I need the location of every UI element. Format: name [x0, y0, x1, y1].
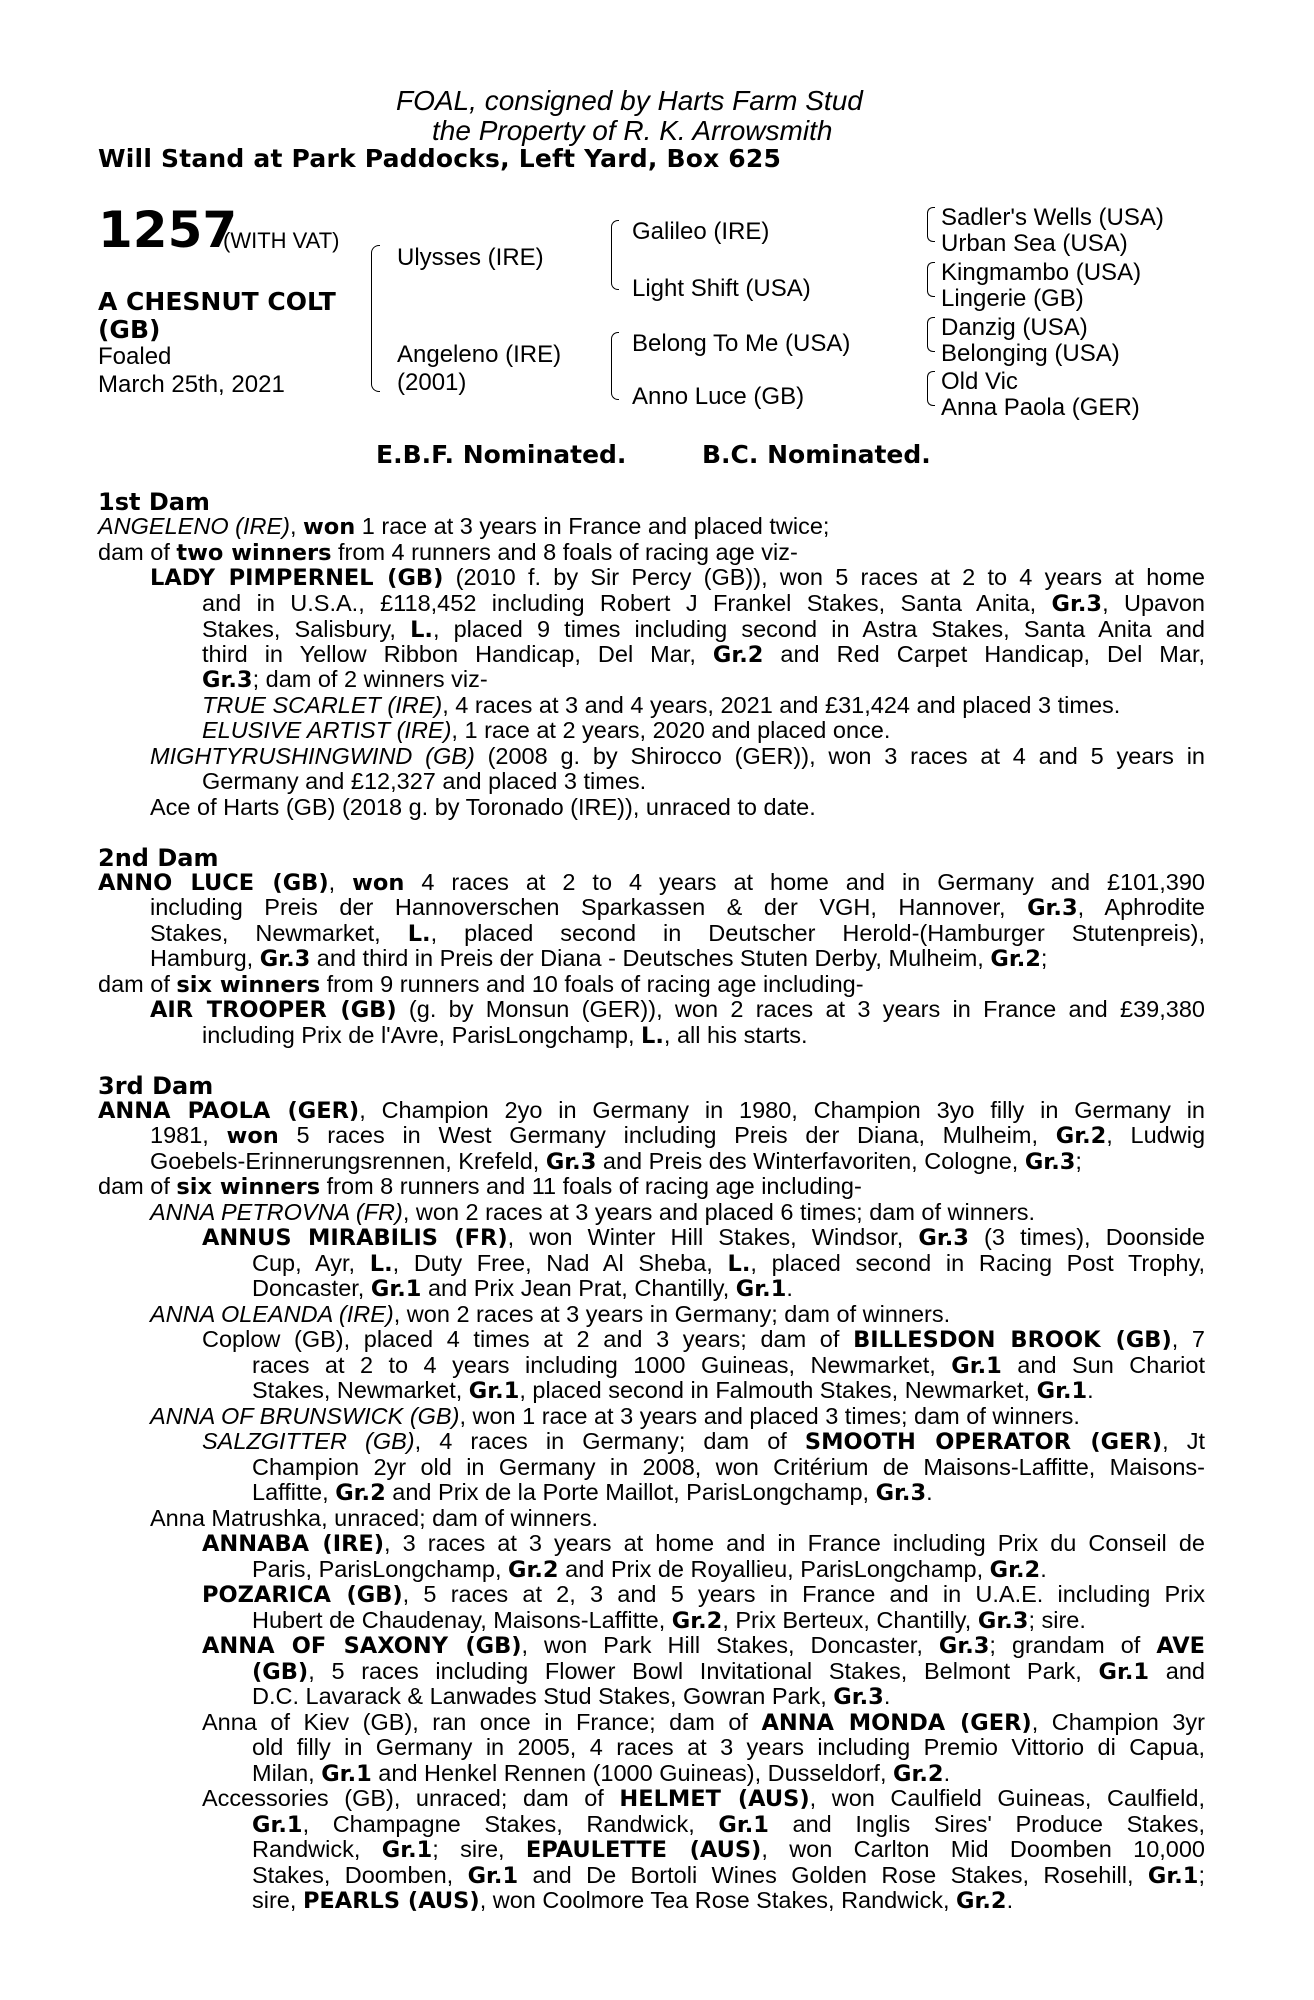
- text-line: Gr.3; dam of 2 winners viz-: [202, 666, 488, 693]
- text-line: Coplow (GB), placed 4 times at 2 and 3 years; dam of BILLESDON BROOK (GB), 7: [202, 1326, 1205, 1353]
- text-line: SALZGITTER (GB), 4 races in Germany; dam of SMOOTH OPERATOR (GER), Jt: [202, 1428, 1205, 1455]
- stand-location: Will Stand at Park Paddocks, Left Yard, Box 625: [98, 144, 782, 173]
- foaled-date: March 25th, 2021: [98, 371, 285, 398]
- owner-line: the Property of R. K. Arrowsmith: [432, 115, 833, 146]
- text-line: and in U.S.A., £118,452 including Robert J Frankel Stakes, Santa Anita, Gr.3, Upavon: [202, 590, 1205, 617]
- text-line: Stakes, Newmarket, Gr.1, placed second in Falmouth Stakes, Newmarket, Gr.1.: [252, 1377, 1094, 1404]
- text-line: races at 2 to 4 years including 1000 Guineas, Newmarket, Gr.1 and Sun Chariot: [252, 1352, 1205, 1379]
- lot-number: 1257: [98, 201, 238, 259]
- text-line: D.C. Lavarack & Lanwades Stud Stakes, Gowran Park, Gr.3.: [252, 1683, 891, 1710]
- foaled-label: Foaled: [98, 343, 172, 370]
- text-line: Hubert de Chaudenay, Maisons-Laffitte, Gr.2, Prix Berteux, Chantilly, Gr.3; sire.: [252, 1607, 1086, 1634]
- text-line: Anna of Kiev (GB), ran once in France; dam of ANNA MONDA (GER), Champion 3yr: [202, 1709, 1205, 1736]
- brace-g2: [927, 262, 935, 297]
- text-line: ANNO LUCE (GB), won 4 races at 2 to 4 years at home and in Germany and £101,390: [98, 869, 1205, 896]
- text-line: Accessories (GB), unraced; dam of HELMET (AUS), won Caulfield Guineas, Caulfield,: [202, 1785, 1205, 1812]
- text-line: ANNA PETROVNA (FR), won 2 races at 3 years and placed 6 times; dam of winners.: [150, 1199, 1036, 1225]
- pedigree-dam: Angeleno (IRE): [397, 341, 562, 368]
- text-line: 1981, won 5 races in West Germany including Preis der Diana, Mulheim, Gr.2, Ludwig: [150, 1122, 1206, 1149]
- description-line-2: (GB): [98, 315, 161, 344]
- text-line: Ace of Harts (GB) (2018 g. by Toronado (IRE)), unraced to date.: [150, 794, 816, 820]
- brace-sire: [611, 220, 619, 290]
- text-line: TRUE SCARLET (IRE), 4 races at 3 and 4 years, 2021 and £31,424 and placed 3 times.: [202, 692, 1121, 718]
- pedigree-sire: Ulysses (IRE): [397, 244, 544, 271]
- text-line: dam of six winners from 8 runners and 11 foals of racing age including-: [98, 1173, 862, 1200]
- pedigree-g5: Danzig (USA): [941, 314, 1088, 341]
- text-line: Stakes, Salisbury, L., placed 9 times including second in Astra Stakes, Santa Anita and: [202, 616, 1205, 643]
- text-line: Laffitte, Gr.2 and Prix de la Porte Maillot, ParisLongchamp, Gr.3.: [252, 1479, 933, 1506]
- vat-label: (WITH VAT): [223, 228, 340, 253]
- text-line: including Prix de l'Avre, ParisLongchamp, L., all his starts.: [202, 1022, 808, 1049]
- pedigree-dam-sire: Belong To Me (USA): [632, 330, 851, 357]
- text-line: Germany and £12,327 and placed 3 times.: [202, 768, 647, 794]
- text-line: Doncaster, Gr.1 and Prix Jean Prat, Chantilly, Gr.1.: [252, 1275, 793, 1302]
- text-line: including Preis der Hannoverschen Sparkassen & der VGH, Hannover, Gr.3, Aphrodite: [150, 894, 1205, 921]
- text-line: POZARICA (GB), 5 races at 2, 3 and 5 years in France and in U.A.E. including Prix: [202, 1581, 1205, 1608]
- text-line: ANNA OLEANDA (IRE), won 2 races at 3 years in Germany; dam of winners.: [150, 1301, 951, 1327]
- bc-nominated: B.C. Nominated.: [702, 440, 931, 469]
- text-line: ELUSIVE ARTIST (IRE), 1 race at 2 years, 2020 and placed once.: [202, 717, 891, 743]
- brace-g1: [927, 207, 935, 242]
- ebf-nominated: E.B.F. Nominated.: [376, 440, 627, 469]
- pedigree-g8: Anna Paola (GER): [941, 394, 1140, 421]
- text-line: Hamburg, Gr.3 and third in Preis der Diana - Deutsches Stuten Derby, Mulheim, Gr.2;: [150, 945, 1048, 972]
- second-dam-heading: 2nd Dam: [98, 844, 219, 872]
- text-line: ANNUS MIRABILIS (FR), won Winter Hill Stakes, Windsor, Gr.3 (3 times), Doonside: [202, 1224, 1205, 1251]
- text-line: ANNA OF SAXONY (GB), won Park Hill Stakes, Doncaster, Gr.3; grandam of AVE: [202, 1632, 1205, 1659]
- pedigree-g4: Lingerie (GB): [941, 285, 1084, 312]
- third-dam-heading: 3rd Dam: [98, 1072, 214, 1100]
- text-line: (GB), 5 races including Flower Bowl Invitational Stakes, Belmont Park, Gr.1 and: [252, 1658, 1205, 1685]
- text-line: LADY PIMPERNEL (GB) (2010 f. by Sir Percy (GB)), won 5 races at 2 to 4 years at home: [150, 564, 1205, 591]
- text-line: third in Yellow Ribbon Handicap, Del Mar, Gr.2 and Red Carpet Handicap, Del Mar,: [202, 641, 1206, 668]
- text-line: Paris, ParisLongchamp, Gr.2 and Prix de Royallieu, ParisLongchamp, Gr.2.: [252, 1556, 1047, 1583]
- text-line: ANNA OF BRUNSWICK (GB), won 1 race at 3 years and placed 3 times; dam of winners.: [150, 1403, 1080, 1429]
- pedigree-g6: Belonging (USA): [941, 340, 1120, 367]
- first-dam-heading: 1st Dam: [98, 488, 210, 516]
- text-line: ANGELENO (IRE), won 1 race at 3 years in France and placed twice;: [98, 513, 830, 540]
- brace-gen1: [371, 245, 380, 392]
- pedigree-dam-year: (2001): [397, 369, 467, 396]
- text-line: MIGHTYRUSHINGWIND (GB) (2008 g. by Shirocco (GER)), won 3 races at 4 and 5 years in: [150, 743, 1205, 769]
- pedigree-sire-dam: Light Shift (USA): [632, 275, 811, 302]
- text-line: dam of two winners from 4 runners and 8 foals of racing age viz-: [98, 539, 798, 566]
- description-line-1: A CHESNUT COLT: [98, 287, 336, 316]
- lot-description: [98, 288, 336, 344]
- pedigree-g2: Urban Sea (USA): [941, 230, 1128, 257]
- foaled-info: [98, 343, 285, 399]
- text-line: Milan, Gr.1 and Henkel Rennen (1000 Guineas), Dusseldorf, Gr.2.: [252, 1760, 951, 1787]
- pedigree-g1: Sadler's Wells (USA): [941, 204, 1164, 231]
- text-line: ANNABA (IRE), 3 races at 3 years at home and in France including Prix du Conseil de: [202, 1530, 1205, 1557]
- text-line: AIR TROOPER (GB) (g. by Monsun (GER)), won 2 races at 3 years in France and £39,380: [150, 996, 1205, 1023]
- brace-g3: [927, 317, 935, 352]
- brace-dam: [611, 332, 619, 400]
- text-line: old filly in Germany in 2005, 4 races at 3 years including Premio Vittorio di Capua,: [252, 1734, 1205, 1760]
- text-line: Randwick, Gr.1; sire, EPAULETTE (AUS), won Carlton Mid Doomben 10,000: [252, 1836, 1205, 1863]
- text-line: Goebels-Erinnerungsrennen, Krefeld, Gr.3 and Preis des Winterfavoriten, Cologne, Gr.3;: [150, 1148, 1082, 1175]
- text-line: Champion 2yr old in Germany in 2008, won Critérium de Maisons-Laffitte, Maisons-: [252, 1454, 1205, 1480]
- text-line: Gr.1, Champagne Stakes, Randwick, Gr.1 and Inglis Sires' Produce Stakes,: [252, 1811, 1205, 1838]
- text-line: sire, PEARLS (AUS), won Coolmore Tea Rose Stakes, Randwick, Gr.2.: [252, 1887, 1014, 1914]
- brace-g4: [927, 371, 935, 406]
- text-line: Stakes, Doomben, Gr.1 and De Bortoli Wines Golden Rose Stakes, Rosehill, Gr.1;: [252, 1862, 1205, 1889]
- pedigree-dam-dam: Anno Luce (GB): [632, 383, 805, 410]
- pedigree-g7: Old Vic: [941, 368, 1018, 395]
- text-line: Cup, Ayr, L., Duty Free, Nad Al Sheba, L., placed second in Racing Post Trophy,: [252, 1250, 1205, 1277]
- pedigree-sire-sire: Galileo (IRE): [632, 218, 770, 245]
- text-line: Stakes, Newmarket, L., placed second in Deutscher Herold-(Hamburger Stutenpreis),: [150, 920, 1206, 947]
- text-line: dam of six winners from 9 runners and 10 foals of racing age including-: [98, 971, 864, 998]
- text-line: Anna Matrushka, unraced; dam of winners.: [150, 1505, 599, 1531]
- text-line: ANNA PAOLA (GER), Champion 2yo in Germany in 1980, Champion 3yo filly in Germany in: [98, 1097, 1205, 1124]
- pedigree-g3: Kingmambo (USA): [941, 259, 1142, 286]
- consignor-line: FOAL, consigned by Harts Farm Stud: [396, 85, 863, 116]
